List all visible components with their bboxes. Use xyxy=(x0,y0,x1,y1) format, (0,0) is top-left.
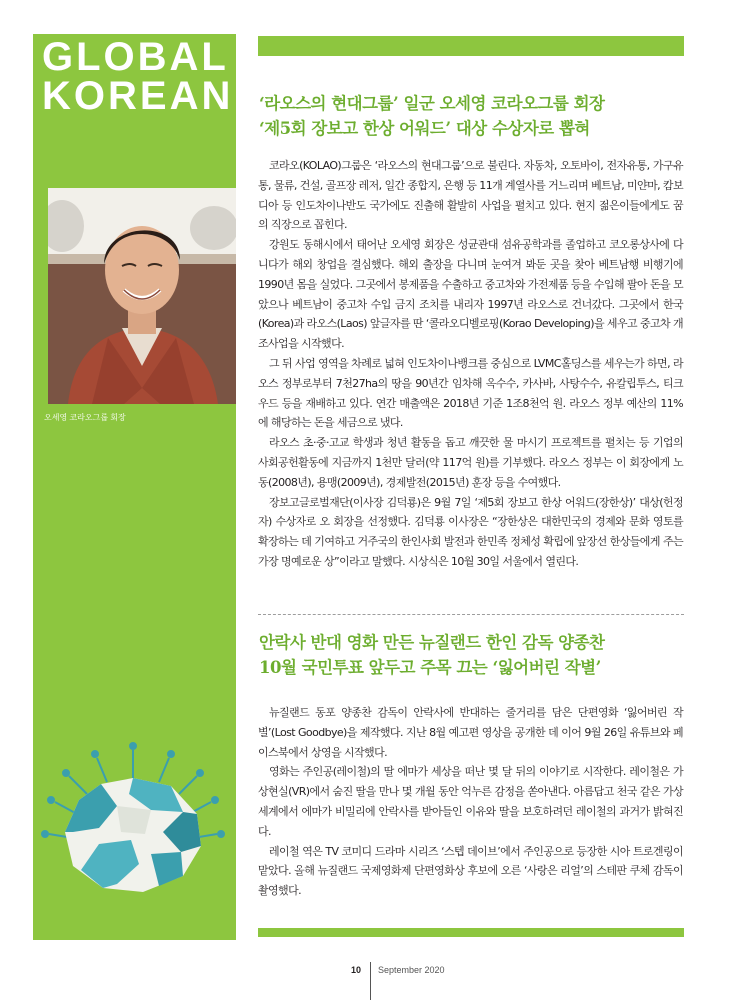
article1-headline-line2: ‘제5회 장보고 한상 어워드’ 대상 수상자로 뽑혀 xyxy=(259,119,590,138)
article2-paragraph: 영화는 주인공(레이철)의 딸 에마가 세상을 떠난 몇 달 뒤의 이야기로 시작한다. 레이철은 가상현실(VR)에서 숨진 딸을 만나 몇 개월 동안 억누른 감정을 쏟아낸다. 아름답고 천국 같은 가상 세계에서 에마가 비밀리에 안락사를 받아들인 이유와 딸을 보호하려던 레이철의 과거가 밝혀진다. xyxy=(258,765,683,838)
article1-body xyxy=(258,156,683,572)
portrait-photo xyxy=(48,188,236,404)
footer-divider xyxy=(370,962,371,1000)
article2-paragraph: 레이철 역은 TV 코미디 드라마 시리즈 ‘스텝 데이브’에서 주인공으로 등장한 시아 트로겐링이 맡았다. 올해 뉴질랜드 국제영화제 단편영화상 후보에 오른 ‘사랑은 리얼’의 스테판 쿠체 감독이 촬영했다. xyxy=(258,844,683,898)
article1-headline-line1: ‘라오스의 현대그룹’ 일군 오세영 코라오그룹 회장 xyxy=(259,94,605,113)
article1-paragraph: 장보고글로벌재단(이사장 김덕룡)은 9월 7일 ‘제5회 장보고 한상 어워드(장한상)’ 대상(헌정자) 수상자로 오 회장을 선정했다. 김덕룡 이사장은 “장한상은 대한민국의 경제와 문화 영토를 확장하는 데 기여하고 거주국의 한인사회 발전과 한민족 정체성 확립에 앞장선 한상들에게 주는 가장 명예로운 상”이라고 말했다. 시상식은 10월 30일 서울에서 열린다. xyxy=(258,495,683,568)
globe-icon xyxy=(33,714,236,894)
brand-line-1: GLOBAL xyxy=(42,35,229,79)
article2-headline-line2: 10월 국민투표 앞두고 주목 끄는 ‘잃어버린 작별’ xyxy=(259,658,601,677)
portrait-illustration xyxy=(48,188,236,404)
article2-body xyxy=(258,703,683,901)
photo-caption: 오세영 코라오그룹 회장 xyxy=(44,413,126,422)
page-number: 10 xyxy=(351,965,362,975)
globe-illustration xyxy=(33,714,236,894)
article1-paragraph: 코라오(KOLAO)그룹은 ‘라오스의 현대그룹’으로 불린다. 자동차, 오토바이, 전자유통, 가구유통, 물류, 건설, 골프장 레저, 일간 종합지, 은행 등 11개 계열사를 거느리며 베트남, 미얀마, 캄보디아 등 인도차이나반도 국가에도 진출해 활발히 사업을 펼치고 있다. 현지 젊은이들에게도 꿈의 직장으로 꼽힌다. xyxy=(258,159,683,232)
bottom-accent-bar xyxy=(258,928,684,937)
section-title xyxy=(42,35,234,118)
article1-headline xyxy=(259,91,605,141)
article1-paragraph: 그 뒤 사업 영역을 차례로 넓혀 인도차이나뱅크를 중심으로 LVMC홀딩스를 세우는가 하면, 라오스 정부로부터 7천27ha의 땅을 90년간 임차해 옥수수, 카사바, 사탕수수, 유칼립투스, 티크우드 등을 재배하고 있다. 연간 매출액은 2018년 기준 1조8천억 원. 라오스 정부 예산의 11%에 해당하는 돈을 세금으로 냈다. xyxy=(258,356,683,430)
issue-date: September 2020 xyxy=(378,965,445,975)
article1-paragraph: 라오스 초·중·고교 학생과 청년 활동을 돕고 깨끗한 물 마시기 프로젝트를 펼치는 등 기업의 사회공헌활동에 지금까지 1천만 달러(약 117억 원)를 기부했다. 라오스 정부는 이 회장에게 노동(2008년), 용맹(2009년), 경제발전(2015년) 훈장 등을 수여했다. xyxy=(258,436,683,489)
article1-paragraph: 강원도 동해시에서 태어난 오세영 회장은 성균관대 섬유공학과를 졸업하고 코오롱상사에 다니다가 해외 창업을 결심했다. 해외 출장을 다니며 눈여겨 봐둔 곳을 찾아 베트남행 비행기에 1990년 몸을 실었다. 그곳에서 봉제품을 수출하고 중고차와 가전제품 등을 수입해 팔아 돈을 모았으나 베트남이 중고차 수입 금지 조치를 내리자 1997년 라오스로 건너갔다. 그곳에서 한국(Korea)과 라오스(Laos) 앞글자를 딴 ‘콜라오디벨로핑(Korao Developing)을 세우고 중고차 개조사업을 시작했다. xyxy=(258,238,683,351)
top-accent-bar xyxy=(258,36,684,56)
sidebar-panel xyxy=(33,34,236,940)
article-divider xyxy=(258,614,684,615)
article2-headline xyxy=(259,630,605,680)
brand-line-2: KOREAN xyxy=(42,74,234,118)
article2-paragraph: 뉴질랜드 동포 양종찬 감독이 안락사에 반대하는 줄거리를 담은 단편영화 ‘잃어버린 작별’(Lost Goodbye)을 제작했다. 지난 8월 예고편 영상을 공개한 데 이어 9월 26일 유튜브와 페이스북에서 상영을 시작했다. xyxy=(258,706,683,759)
article2-headline-line1: 안락사 반대 영화 만든 뉴질랜드 한인 감독 양종찬 xyxy=(259,633,605,652)
